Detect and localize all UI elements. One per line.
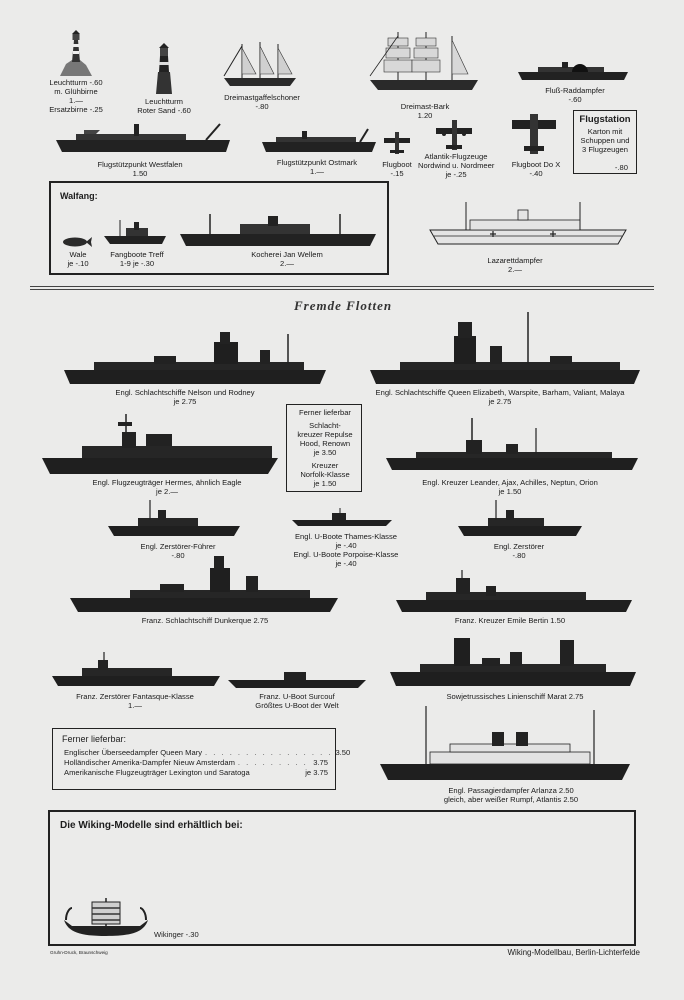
surcouf-caption: Franz. U-Boot Surcouf Größtes U-Boot der Welt (255, 692, 339, 710)
section-divider (30, 286, 654, 290)
bark-caption: Dreimast-Bark 1.20 (400, 102, 450, 120)
dunkerque-caption: Franz. Schlachtschiff Dunkerque 2.75 (141, 616, 269, 625)
flugstation-details: Karton mit Schuppen und 3 Flugzeugen (580, 127, 630, 154)
wale-caption: Wale je -.10 (67, 250, 89, 268)
ferner-row-queen-mary: Englischer Überseedampfer Queen Mary . . . . . . . . . . . . . . . . 3.50 (64, 748, 351, 757)
engl-zerstoerer-caption: Engl. Zerstörer -.80 (493, 542, 545, 560)
zerstoerer-fuehrer-caption: Engl. Zerstörer-Führer -.80 (140, 542, 216, 560)
ferner-lieferbar-list (64, 748, 351, 778)
lazarett-caption: Lazarettdampfer 2.— (487, 256, 543, 274)
ferner-row-lexington: Amerikanische Flugzeugträger Lexington und Saratoga je 3.75 (64, 768, 328, 777)
zerstoerer-fuehrer-icon (108, 498, 240, 538)
lighthouse-rock-icon (58, 30, 94, 78)
emile-caption: Franz. Kreuzer Emile Bertin 1.50 (454, 616, 566, 625)
queen-elizabeth-ship-icon (370, 312, 640, 386)
flugboot-caption: Flugboot -.15 (382, 160, 412, 178)
atlantik-flugzeug-icon (436, 118, 472, 152)
footer-publisher: Wiking-Modellbau, Berlin-Lichterfelde (507, 948, 640, 957)
footer-printer: Gruhn-Druck, Braunschweig (50, 950, 108, 955)
fantasque-destroyer-icon (52, 652, 220, 688)
flugboot-icon (384, 130, 410, 156)
engl-zerstoerer-icon (458, 498, 582, 538)
nelson-rodney-ship-icon (64, 330, 326, 386)
walfang-title: Walfang: (60, 191, 98, 201)
leuchtturm-2-caption: Leuchtturm Roter Sand -.60 (137, 97, 191, 115)
arlanza-caption: Engl. Passagierdampfer Arlanza 2.50 gleich, aber weißer Rumpf, Atlantis 2.50 (443, 786, 579, 804)
ferner-row-nieuw-amsterdam: Holländischer Amerika-Dampfer Nieuw Amsterdam . . . . . . . . . 3.75 (64, 758, 328, 767)
marat-caption: Sowjetrussisches Linienschiff Marat 2.75 (446, 692, 584, 701)
fantasque-caption: Franz. Zerstörer Fantasque-Klasse 1.— (76, 692, 194, 710)
leander-cruiser-icon (386, 418, 638, 474)
bark-ship-icon (368, 30, 480, 94)
dox-caption: Flugboot Do X -.40 (511, 160, 561, 178)
leander-caption: Engl. Kreuzer Leander, Ajax, Achilles, Neptun, Orion je 1.50 (422, 478, 598, 496)
uboote-caption: Engl. U-Boote Thames-Klasse je -.40 Engl. U-Boote Porpoise-Klasse je -.40 (293, 532, 399, 568)
uboot-thames-icon (292, 508, 392, 528)
wikinger-caption: Wikinger -.30 (154, 930, 199, 939)
raddampfer-caption: Fluß-Raddampfer -.60 (545, 86, 605, 104)
flugstation-box (573, 110, 637, 174)
fangboot-icon (104, 220, 166, 246)
viking-ship-icon (64, 896, 148, 940)
nelson-caption: Engl. Schlachtschiffe Nelson und Rodney je 2.75 (115, 388, 255, 406)
flugstation-price: -.80 (614, 163, 628, 172)
westfalen-caption: Flugstützpunkt Westfalen 1.50 (97, 160, 183, 178)
flugstuetzpunkt-ostmark-icon (262, 128, 376, 154)
schoner-caption: Dreimastgaffelschoner -.80 (224, 93, 300, 111)
ostmark-caption: Flugstützpunkt Ostmark 1.— (276, 158, 358, 176)
paddle-steamer-icon (518, 60, 628, 82)
arlanza-passenger-ship-icon (380, 706, 630, 782)
dealer-box-title: Die Wiking-Modelle sind erhältlich bei: (60, 820, 243, 831)
hermes-carrier-icon (42, 414, 278, 476)
ferner-small-content: Ferner lieferbar Schlacht- kreuzer Repulse Hood, Renown je 3.50 Kreuzer Norfolk-Klasse je 1.50 (297, 408, 353, 488)
atlantik-caption: Atlantik-Flugzeuge Nordwind u. Nordmeer je -.25 (418, 152, 495, 179)
whale-icon (62, 236, 92, 248)
fangboote-caption: Fangboote Treff 1-9 je -.30 (110, 250, 164, 268)
flugboot-dox-icon (512, 112, 556, 156)
hermes-caption: Engl. Flugzeugträger Hermes, ähnlich Eagle je 2.— (92, 478, 242, 496)
surcouf-uboot-icon (228, 668, 366, 690)
kocherei-caption: Kocherei Jan Wellem 2.— (251, 250, 323, 268)
flugstuetzpunkt-westfalen-icon (56, 122, 230, 154)
queen-elizabeth-caption: Engl. Schlachtschiffe Queen Elizabeth, Warspite, Barham, Valiant, Malaya je 2.75 (375, 388, 625, 406)
schooner-icon (222, 40, 298, 88)
marat-battleship-icon (390, 630, 636, 688)
lazarettdampfer-icon (430, 200, 626, 248)
dunkerque-ship-icon (70, 556, 338, 614)
leuchtturm-1-caption: Leuchtturm -.60 m. Glühbirne 1.— Ersatzbirne -.25 (49, 78, 103, 114)
flugstation-title: Flugstation (579, 114, 631, 125)
ferner-lieferbar-title: Ferner lieferbar: (62, 734, 127, 744)
fremde-flotten-title: Fremde Flotten (294, 298, 393, 313)
emile-bertin-cruiser-icon (396, 570, 632, 614)
kocherei-ship-icon (180, 212, 376, 248)
lighthouse-roter-sand-icon (152, 42, 176, 94)
